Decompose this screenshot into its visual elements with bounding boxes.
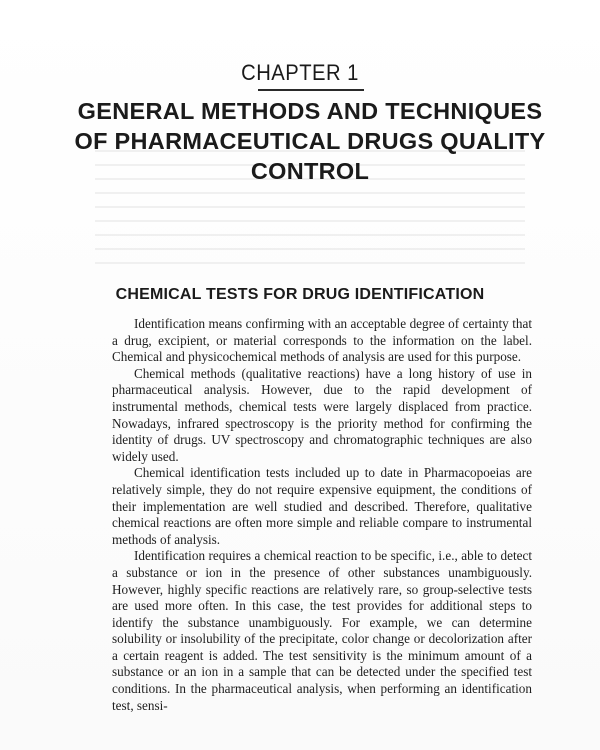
section-heading: CHEMICAL TESTS FOR DRUG IDENTIFICATION [115, 286, 485, 303]
body-text [112, 316, 532, 714]
paragraph-2: Chemical methods (qualitative reactions) have a long history of use in pharmaceutical analysis. However, due to the rapid development of instrumental methods, chemical tests were largely displaced from practice. Nowadays, infrared spectroscopy is the priority method for confirming the identity of drugs. UV spectroscopy and chromatographic techniques are also widely used. [112, 365, 532, 464]
paragraph-4: Identification requires a chemical reaction to be specific, i.e., able to detect a substance or ion in the presence of other substances unambiguously. However, highly specific reactions are relatively rare, so group-selective tests are used more often. In this case, the test provides for additional steps to identify the substance unambiguously. For example, we can determine solubility or insolubility of the precipitate, color change or decolorization after a certain reagent is added. The test sensitivity is the minimum amount of a substance or an ion in a sample that can be detected under the specified test conditions. In the pharmaceutical analysis, when performing an identification test, sensi- [112, 548, 532, 713]
show-through-text [95, 150, 525, 280]
paragraph-3: Chemical identification tests included up to date in Pharmacopoeias are relatively simple, they do not require expensive equipment, the conditions of their implementation are well studied and described. Therefore, qualitative chemical reactions are often more simple and reliable compare to instrumental methods of analysis. [112, 465, 532, 547]
chapter-title: GENERAL METHODS AND TECHNIQUES OF PHARMACEUTICAL DRUGS QUALITY CONTROL [74, 98, 546, 184]
chapter-underline [258, 89, 364, 91]
chapter-label: CHAPTER 1 [241, 60, 359, 85]
paragraph-1: Identification means confirming with an acceptable degree of certainty that a drug, excipient, or material corresponds to the information on the label. Chemical and physicochemical methods of analysis are used for this purpose. [112, 316, 532, 365]
